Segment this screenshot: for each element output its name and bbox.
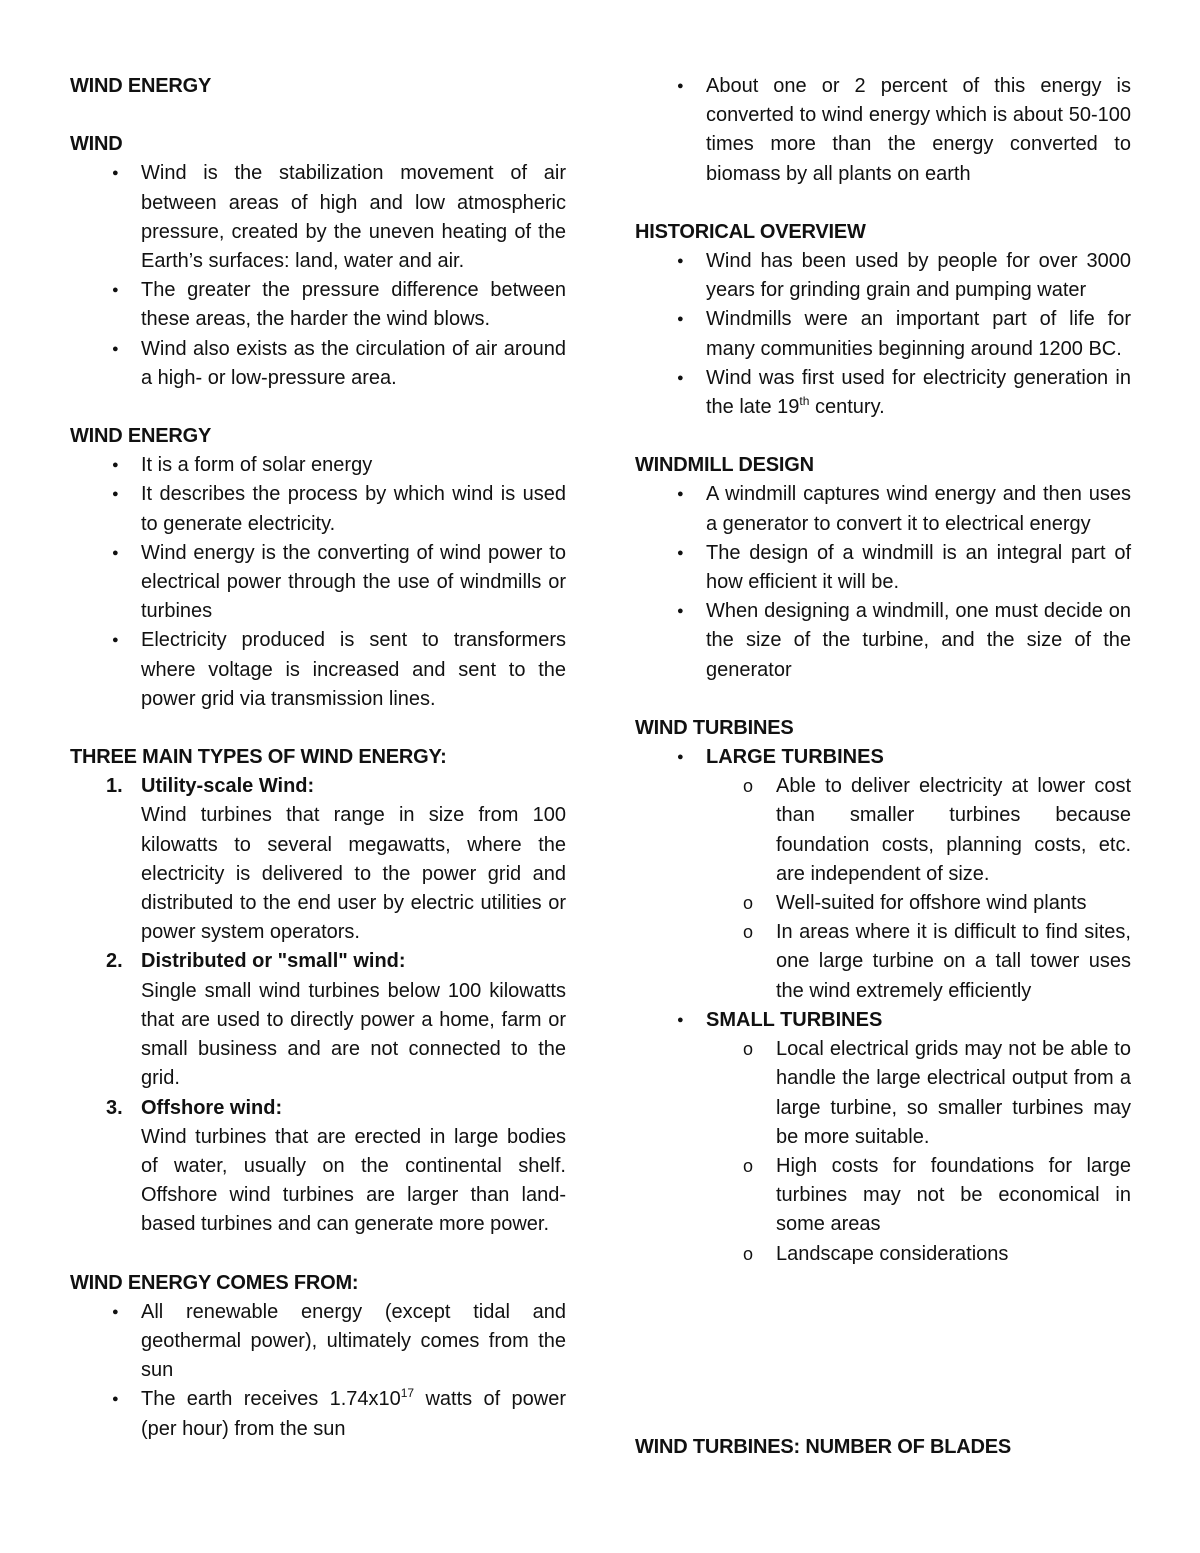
list-item: ● Windmills were an important part of life for many communities beginning around 1200 BC.: [635, 305, 1131, 363]
list-item: [70, 1385, 566, 1443]
item-description: Wind turbines that are erected in large bodies of water, usually on the continental shelf. Offshore wind turbines are larger than land-based turbines and can generate more power.: [141, 1125, 566, 1236]
list-item-text: The earth receives 1.74x10: [141, 1388, 401, 1411]
item-title: Offshore wind:: [141, 1096, 283, 1119]
list-item: o Well-suited for offshore wind plants: [635, 889, 1131, 918]
exponent: 17: [400, 1386, 415, 1401]
list-item: [635, 743, 1131, 772]
section-heading-types: THREE MAIN TYPES OF WIND ENERGY:: [70, 746, 447, 769]
item-title: Utility-scale Wind:: [141, 775, 315, 798]
list-item: [70, 1094, 566, 1240]
list-item-text: Wind was first used for electricity generation in the late 19: [706, 366, 1131, 419]
section-heading-history: HISTORICAL OVERVIEW: [635, 220, 866, 243]
list-item: o Landscape considerations: [635, 1240, 1131, 1269]
list-item: ● It is a form of solar energy: [70, 451, 566, 480]
list-item: ● The design of a windmill is an integral part of how efficient it will be.: [635, 539, 1131, 597]
small-turbines-sublist: [635, 1035, 1131, 1269]
list-item: ● Wind has been used by people for over 3000 years for grinding grain and pumping water: [635, 247, 1131, 305]
list-item: o In areas where it is difficult to find sites, one large turbine on a tall tower uses the wind extremely efficiently: [635, 918, 1131, 1006]
list-item: o High costs for foundations for large turbines may not be economical in some areas: [635, 1152, 1131, 1240]
right-column: [635, 72, 1131, 1269]
comes-from-bullet-list: [70, 1298, 566, 1444]
list-item: ● All renewable energy (except tidal and geothermal power), ultimately comes from the sun: [70, 1298, 566, 1386]
section-heading-windmill-design: WINDMILL DESIGN: [635, 454, 814, 477]
turbines-bullet-list: [635, 1006, 1131, 1035]
left-column: [70, 72, 566, 1444]
section-heading-number-of-blades: WIND TURBINES: NUMBER OF BLADES: [635, 1436, 1012, 1458]
section-heading-wind: WIND: [70, 133, 123, 156]
list-item: ● Wind is the stabilization movement of air between areas of high and low atmospheric pressure, created by the uneven heating of the Earth’s surfaces: land, water and air.: [70, 159, 566, 276]
list-item: ● A windmill captures wind energy and then uses a generator to convert it to electrical energy: [635, 480, 1131, 538]
list-item: ● About one or 2 percent of this energy is converted to wind energy which is about 50-100 times more than the energy converted to biomass by all plants on earth: [635, 72, 1131, 189]
list-item-text: watts of power (per hour) from the sun: [141, 1388, 566, 1440]
large-turbines-label: LARGE TURBINES: [706, 746, 884, 769]
list-item: ● When designing a windmill, one must decide on the size of the turbine, and the size of the generator: [635, 597, 1131, 685]
large-turbines-sublist: [635, 772, 1131, 1006]
item-description: Wind turbines that range in size from 100 kilowatts to several megawatts, where the electricity is delivered to the power grid and distributed to the end user by electric utilities or power system operators.: [141, 804, 566, 944]
section-heading-comes-from: WIND ENERGY COMES FROM:: [70, 1271, 359, 1294]
types-numbered-list: [70, 772, 566, 1239]
item-title: Distributed or "small" wind:: [141, 950, 406, 973]
list-item: [635, 1006, 1131, 1035]
list-item: [70, 772, 566, 947]
page-title: WIND ENERGY: [70, 75, 212, 97]
small-turbines-label: SMALL TURBINES: [706, 1008, 883, 1031]
list-item: o Able to deliver electricity at lower cost than smaller turbines because foundation costs, planning costs, etc. are independent of size.: [635, 772, 1131, 889]
wind-energy-bullet-list: [70, 451, 566, 714]
wind-bullet-list: [70, 159, 566, 393]
item-description: Single small wind turbines below 100 kilowatts that are used to directly power a home, farm or small business and are not connected to the grid.: [141, 979, 566, 1090]
list-item: o Local electrical grids may not be able to handle the large electrical output from a large turbine, so smaller turbines may be more suitable.: [635, 1035, 1131, 1152]
ordinal-suffix: th: [799, 394, 810, 409]
list-item: ● Electricity produced is sent to transformers where voltage is increased and sent to the power grid via transmission lines.: [70, 626, 566, 714]
list-item: [70, 947, 566, 1093]
list-item: [635, 364, 1131, 422]
list-item-text: century.: [809, 396, 885, 419]
section-heading-wind-energy: WIND ENERGY: [70, 425, 212, 448]
turbines-bullet-list: [635, 743, 1131, 772]
history-bullet-list: [635, 247, 1131, 422]
design-bullet-list: [635, 480, 1131, 684]
item-number: 1.: [106, 775, 123, 798]
section-heading-wind-turbines: WIND TURBINES: [635, 716, 794, 739]
list-item: ● It describes the process by which wind is used to generate electricity.: [70, 480, 566, 538]
continued-bullet-list: [635, 72, 1131, 189]
list-item: ● The greater the pressure difference between these areas, the harder the wind blows.: [70, 276, 566, 334]
list-item: ● Wind also exists as the circulation of air around a high- or low-pressure area.: [70, 335, 566, 393]
list-item: ● Wind energy is the converting of wind power to electrical power through the use of windmills or turbines: [70, 539, 566, 627]
item-number: 3.: [106, 1096, 123, 1119]
item-number: 2.: [106, 950, 123, 973]
